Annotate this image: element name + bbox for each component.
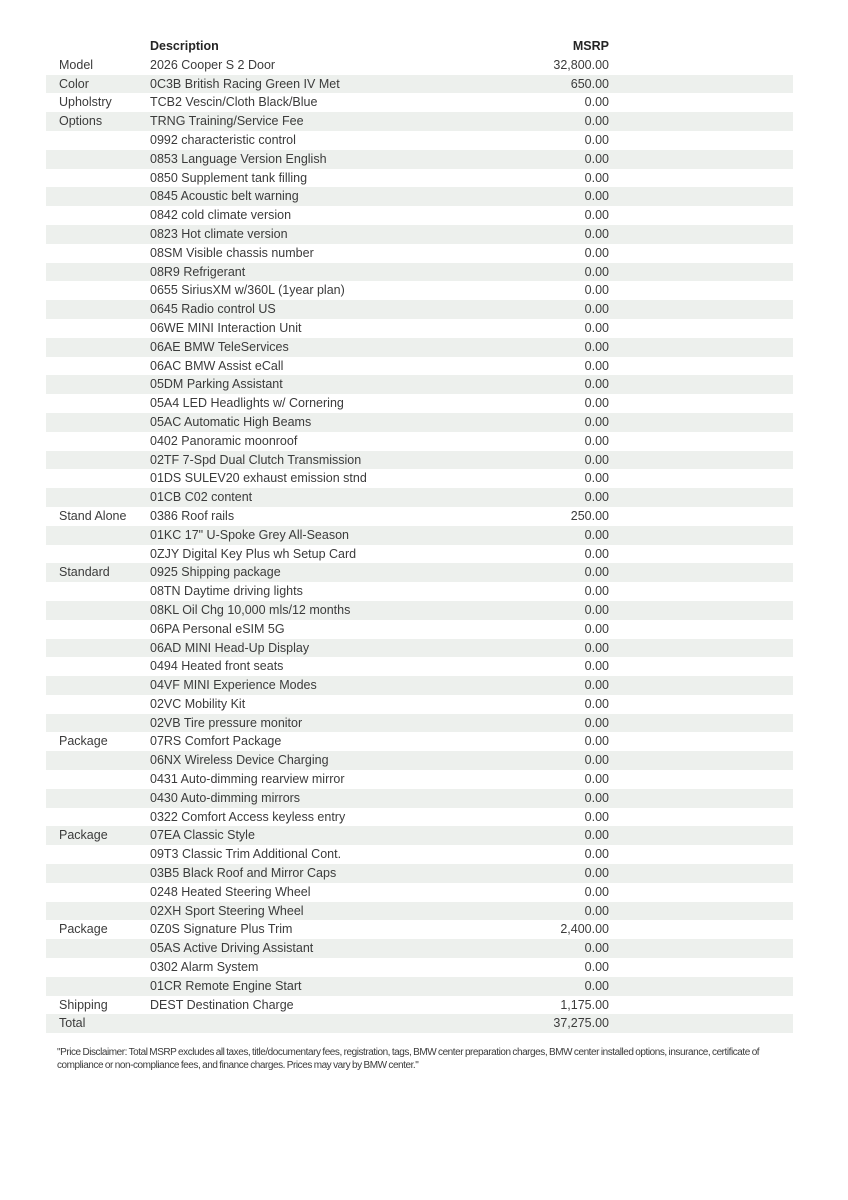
- row-description: 0992 characteristic control: [150, 132, 296, 147]
- row-label: Standard: [59, 565, 110, 580]
- table-row: [46, 112, 793, 131]
- row-msrp: 0.00: [584, 452, 609, 467]
- table-row: [46, 93, 793, 112]
- row-msrp: 0.00: [584, 320, 609, 335]
- table-row: [46, 150, 793, 169]
- table-row: [46, 582, 793, 601]
- row-msrp: 0.00: [584, 264, 609, 279]
- row-msrp: 0.00: [584, 809, 609, 824]
- row-msrp: 0.00: [584, 847, 609, 862]
- row-msrp: 0.00: [584, 734, 609, 749]
- row-msrp: 0.00: [584, 302, 609, 317]
- row-msrp: 0.00: [584, 960, 609, 975]
- row-description: 05AC Automatic High Beams: [150, 414, 312, 429]
- table-row: [46, 996, 793, 1015]
- row-msrp: 0.00: [584, 396, 609, 411]
- row-description: 0386 Roof rails: [150, 508, 235, 523]
- row-description: 0248 Heated Steering Wheel: [150, 884, 311, 899]
- row-msrp: 0.00: [584, 490, 609, 505]
- table-row: [46, 545, 793, 564]
- row-label: Upholstry: [59, 95, 112, 110]
- row-description: 0645 Radio control US: [150, 302, 276, 317]
- row-msrp: 37,275.00: [553, 1016, 609, 1031]
- row-label: Color: [59, 76, 89, 91]
- row-description: 0845 Acoustic belt warning: [150, 189, 299, 204]
- row-description: 0925 Shipping package: [150, 565, 281, 580]
- row-description: 06AC BMW Assist eCall: [150, 358, 284, 373]
- price-disclaimer: "Price Disclaimer: Total MSRP excludes all taxes, title/documentary fees, registration, tags, BMW center preparation charges, BMW center installed options, insurance, certificate of compliance or non-compliance fees, and finance charges. Prices may vary by BMW center.": [57, 1047, 760, 1071]
- table-row: [46, 789, 793, 808]
- row-label: Package: [59, 922, 108, 937]
- row-msrp: 0.00: [584, 471, 609, 486]
- row-msrp: 0.00: [584, 715, 609, 730]
- row-msrp: 0.00: [584, 621, 609, 636]
- row-msrp: 0.00: [584, 565, 609, 580]
- table-row: [46, 413, 793, 432]
- row-description: 0655 SiriusXM w/360L (1year plan): [150, 283, 345, 298]
- table-row: [46, 244, 793, 263]
- table-row: [46, 939, 793, 958]
- row-msrp: 0.00: [584, 696, 609, 711]
- row-description: 0431 Auto-dimming rearview mirror: [150, 772, 345, 787]
- row-description: 02VC Mobility Kit: [150, 696, 246, 711]
- row-description: 0C3B British Racing Green IV Met: [150, 76, 340, 91]
- row-msrp: 0.00: [584, 903, 609, 918]
- row-msrp: 32,800.00: [553, 57, 609, 72]
- table-row: [46, 131, 793, 150]
- table-row: [46, 1014, 793, 1033]
- table-row: [46, 375, 793, 394]
- row-msrp: 0.00: [584, 132, 609, 147]
- row-msrp: 0.00: [584, 283, 609, 298]
- table-row: [46, 432, 793, 451]
- row-description: 01CR Remote Engine Start: [150, 978, 302, 993]
- row-msrp: 0.00: [584, 151, 609, 166]
- table-row: [46, 864, 793, 883]
- row-description: 06AD MINI Head-Up Display: [150, 640, 310, 655]
- row-description: 08SM Visible chassis number: [150, 245, 314, 260]
- row-label: Shipping: [59, 997, 108, 1012]
- row-label: Model: [59, 57, 94, 72]
- row-msrp: 0.00: [584, 170, 609, 185]
- table-row: [46, 620, 793, 639]
- table-row: [46, 826, 793, 845]
- row-msrp: 0.00: [584, 114, 609, 129]
- row-description: 06PA Personal eSIM 5G: [150, 621, 285, 636]
- table-row: [46, 883, 793, 902]
- table-row: [46, 902, 793, 921]
- row-description: 0494 Heated front seats: [150, 659, 284, 674]
- table-row: [46, 770, 793, 789]
- table-header-row: [46, 37, 793, 56]
- row-description: 03B5 Black Roof and Mirror Caps: [150, 866, 337, 881]
- table-row: [46, 488, 793, 507]
- table-row: [46, 714, 793, 733]
- row-description: 02XH Sport Steering Wheel: [150, 903, 304, 918]
- row-msrp: 0.00: [584, 358, 609, 373]
- table-row: [46, 394, 793, 413]
- row-msrp: 2,400.00: [560, 922, 609, 937]
- table-row: [46, 958, 793, 977]
- row-description: TCB2 Vescin/Cloth Black/Blue: [150, 95, 318, 110]
- header-description: Description: [150, 39, 219, 53]
- row-description: 0850 Supplement tank filling: [150, 170, 308, 185]
- table-row: [46, 507, 793, 526]
- table-row: [46, 206, 793, 225]
- row-description: 07RS Comfort Package: [150, 734, 282, 749]
- row-msrp: 0.00: [584, 678, 609, 693]
- row-label: Package: [59, 828, 108, 843]
- row-description: 08R9 Refrigerant: [150, 264, 246, 279]
- table-row: [46, 695, 793, 714]
- row-msrp: 0.00: [584, 208, 609, 223]
- table-row: [46, 563, 793, 582]
- row-description: 02TF 7-Spd Dual Clutch Transmission: [150, 452, 362, 467]
- table-row: [46, 187, 793, 206]
- row-description: 0402 Panoramic moonroof: [150, 433, 298, 448]
- row-description: 0823 Hot climate version: [150, 226, 288, 241]
- table-row: [46, 526, 793, 545]
- row-description: 08TN Daytime driving lights: [150, 584, 303, 599]
- row-description: 05DM Parking Assistant: [150, 377, 283, 392]
- row-description: 0853 Language Version English: [150, 151, 327, 166]
- table-row: [46, 56, 793, 75]
- table-row: [46, 319, 793, 338]
- row-description: 05A4 LED Headlights w/ Cornering: [150, 396, 344, 411]
- row-description: TRNG Training/Service Fee: [150, 114, 304, 129]
- table-row: [46, 75, 793, 94]
- row-description: 09T3 Classic Trim Additional Cont.: [150, 847, 342, 862]
- table-row: [46, 300, 793, 319]
- table-row: [46, 920, 793, 939]
- row-label: Total: [59, 1016, 86, 1031]
- table-row: [46, 357, 793, 376]
- table-row: [46, 451, 793, 470]
- row-description: 04VF MINI Experience Modes: [150, 678, 317, 693]
- row-description: 07EA Classic Style: [150, 828, 255, 843]
- row-msrp: 0.00: [584, 659, 609, 674]
- table-row: [46, 808, 793, 827]
- row-description: 0302 Alarm System: [150, 960, 259, 975]
- row-description: DEST Destination Charge: [150, 997, 294, 1012]
- table-row: [46, 469, 793, 488]
- row-description: 08KL Oil Chg 10,000 mls/12 months: [150, 602, 351, 617]
- table-row: [46, 639, 793, 658]
- row-description: 01CB C02 content: [150, 490, 253, 505]
- row-msrp: 0.00: [584, 941, 609, 956]
- row-msrp: 0.00: [584, 433, 609, 448]
- table-rows: [46, 56, 793, 1033]
- row-msrp: 0.00: [584, 245, 609, 260]
- row-msrp: 650.00: [570, 76, 609, 91]
- row-description: 0842 cold climate version: [150, 208, 292, 223]
- table-row: [46, 845, 793, 864]
- row-description: 01KC 17" U-Spoke Grey All-Season: [150, 527, 349, 542]
- row-msrp: 1,175.00: [560, 997, 609, 1012]
- row-description: 05AS Active Driving Assistant: [150, 941, 314, 956]
- row-msrp: 0.00: [584, 226, 609, 241]
- row-description: 06NX Wireless Device Charging: [150, 753, 329, 768]
- pricing-table: [46, 37, 793, 1033]
- row-msrp: 0.00: [584, 189, 609, 204]
- row-description: 06AE BMW TeleServices: [150, 339, 289, 354]
- row-msrp: 0.00: [584, 978, 609, 993]
- row-msrp: 0.00: [584, 602, 609, 617]
- row-msrp: 250.00: [570, 508, 609, 523]
- table-row: [46, 977, 793, 996]
- row-label: Options: [59, 114, 103, 129]
- row-msrp: 0.00: [584, 527, 609, 542]
- header-msrp: MSRP: [572, 39, 609, 53]
- table-row: [46, 338, 793, 357]
- table-row: [46, 169, 793, 188]
- row-description: 0322 Comfort Access keyless entry: [150, 809, 346, 824]
- table-row: [46, 751, 793, 770]
- row-msrp: 0.00: [584, 790, 609, 805]
- table-row: [46, 657, 793, 676]
- row-msrp: 0.00: [584, 884, 609, 899]
- row-description: 02VB Tire pressure monitor: [150, 715, 303, 730]
- table-row: [46, 225, 793, 244]
- table-row: [46, 732, 793, 751]
- row-description: 0430 Auto-dimming mirrors: [150, 790, 301, 805]
- row-msrp: 0.00: [584, 753, 609, 768]
- row-msrp: 0.00: [584, 377, 609, 392]
- row-msrp: 0.00: [584, 546, 609, 561]
- row-msrp: 0.00: [584, 584, 609, 599]
- row-msrp: 0.00: [584, 640, 609, 655]
- row-msrp: 0.00: [584, 828, 609, 843]
- row-description: 2026 Cooper S 2 Door: [150, 57, 276, 72]
- row-msrp: 0.00: [584, 772, 609, 787]
- row-msrp: 0.00: [584, 339, 609, 354]
- row-description: 0Z0S Signature Plus Trim: [150, 922, 293, 937]
- row-label: Package: [59, 734, 108, 749]
- table-row: [46, 676, 793, 695]
- row-description: 06WE MINI Interaction Unit: [150, 320, 302, 335]
- row-msrp: 0.00: [584, 866, 609, 881]
- table-row: [46, 281, 793, 300]
- table-row: [46, 263, 793, 282]
- row-msrp: 0.00: [584, 95, 609, 110]
- row-description: 0ZJY Digital Key Plus wh Setup Card: [150, 546, 357, 561]
- row-label: Stand Alone: [59, 508, 127, 523]
- table-row: [46, 601, 793, 620]
- row-msrp: 0.00: [584, 414, 609, 429]
- row-description: 01DS SULEV20 exhaust emission stnd: [150, 471, 367, 486]
